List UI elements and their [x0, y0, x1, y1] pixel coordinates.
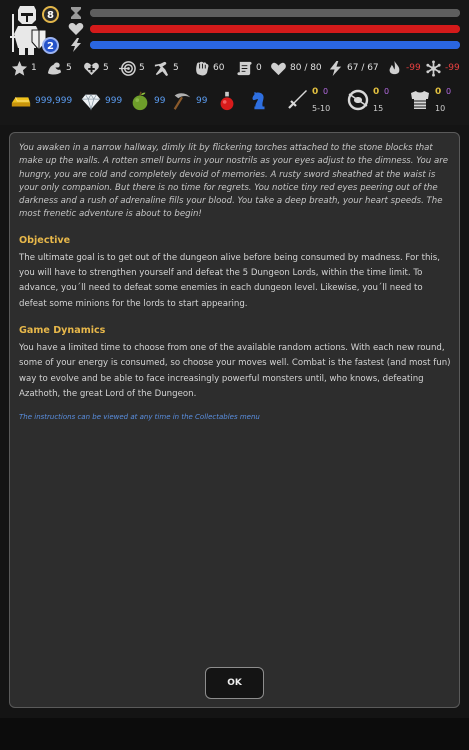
time-bar	[90, 9, 460, 17]
gear-weapon[interactable]	[285, 86, 337, 118]
shield-upgrade: 0	[373, 87, 380, 97]
stat-strength-value: 5	[66, 63, 72, 73]
stat-hp-value: 80 / 80	[290, 63, 322, 73]
shield-defense: 15	[373, 104, 384, 113]
stat-energy-value: 67 / 67	[347, 63, 379, 73]
stat-level-value: 1	[31, 63, 37, 73]
stat-ice-resistance-value: -99	[445, 63, 460, 73]
stat-vitality[interactable]	[83, 58, 109, 78]
star-icon	[11, 60, 28, 77]
stat-accuracy[interactable]	[119, 58, 145, 78]
gold-bar-icon	[10, 90, 32, 112]
resource-food[interactable]	[129, 86, 165, 116]
potion-icon	[216, 90, 238, 112]
resource-gold[interactable]	[10, 86, 72, 116]
stat-power-value: 60	[213, 63, 225, 73]
gear-armor[interactable]	[408, 86, 460, 118]
weapon-upgrade-secondary: 0	[323, 87, 329, 96]
stat-vitality-value: 5	[103, 63, 109, 73]
bottom-band	[0, 718, 469, 750]
health-bar	[90, 25, 460, 33]
target-icon	[119, 60, 136, 77]
stat-scrolls-value: 0	[256, 63, 262, 73]
diamond-icon	[80, 90, 102, 112]
strength-arm-icon	[46, 60, 63, 77]
instructions-content	[19, 142, 451, 421]
heart-icon	[270, 60, 287, 77]
resource-pickaxe-value: 99	[196, 96, 208, 106]
stat-strength[interactable]	[46, 58, 72, 78]
health-bar-fill	[90, 25, 460, 33]
collectables-note: The instructions can be viewed at any time in the Collectables menu	[19, 413, 260, 422]
stat-scrolls[interactable]	[236, 58, 262, 78]
fire-icon	[386, 60, 403, 77]
hourglass-icon	[68, 6, 84, 20]
sword-icon	[285, 88, 309, 112]
time-bar-fill	[90, 9, 460, 17]
energy-bar-fill	[90, 41, 460, 49]
lightning-icon	[327, 60, 344, 77]
gear-shield[interactable]	[346, 86, 398, 118]
resource-diamond[interactable]	[80, 86, 122, 116]
armor-icon	[408, 88, 432, 112]
instructions-dialog	[9, 132, 460, 708]
stats-row	[0, 58, 469, 78]
dynamics-title: Game Dynamics	[19, 324, 106, 336]
armor-upgrade-secondary: 0	[446, 87, 452, 96]
level-badge: 8	[42, 6, 59, 23]
armor-upgrade: 0	[435, 87, 442, 97]
stat-speed[interactable]	[153, 58, 179, 78]
stat-fire-resistance[interactable]	[386, 58, 421, 78]
stat-energy[interactable]	[327, 58, 379, 78]
scroll-icon	[236, 60, 253, 77]
objective-text: The ultimate goal is to get out of the dungeon alive before being consumed by madness. For this, you will have to strengthen yourself and defeat the 5 Dungeon Lords, within the time limit. To advance, you´ll need to defeat some enemies in each dungeon level. Likewise, you´ll need to defeat some minions for the lords to start appearing.	[19, 252, 440, 309]
speed-icon	[153, 60, 170, 77]
stat-accuracy-value: 5	[139, 63, 145, 73]
heart-icon	[68, 22, 84, 36]
resource-food-value: 99	[154, 96, 166, 106]
objective-title: Objective	[19, 234, 71, 246]
health-plus-icon	[83, 60, 100, 77]
shield-icon	[346, 88, 370, 112]
weapon-damage: 5-10	[312, 104, 331, 113]
stat-level[interactable]	[11, 58, 37, 78]
stat-hp[interactable]	[270, 58, 322, 78]
stat-ice-resistance[interactable]	[425, 58, 460, 78]
defense-badge: 2	[42, 37, 59, 54]
resource-potion[interactable]	[216, 86, 238, 116]
resources-row	[0, 86, 469, 118]
gold-fist-icon	[193, 60, 210, 77]
resource-knight[interactable]	[248, 86, 270, 116]
dynamics-text: You have a limited time to choose from one of the available random actions. With each new round, some of your energy is consumed, so choose your moves well. Combat is the fastest (and most fun) way to evolve and be able to face increasingly powerful monsters until, who knows, defeating Azathoth, the great Lord of the Dungeon.	[19, 342, 451, 399]
pickaxe-icon	[171, 90, 193, 112]
intro-text: You awaken in a narrow hallway, dimly lit by flickering torches attached to the stone blocks that make up the walls. A rotten smell burns in your nostrils as your eyes adjust to the dimness. You are hungry, you are cold and completely devoid of memories. A rusty sword sheathed at the waist is your only companion. But there is no time for regrets. You notice tiny red eyes peering out of the darkness and a rush of adrenaline fills your blood. You take a deep breath, your heart speeds. The most frenetic adventure is about to begin!	[19, 143, 449, 220]
apple-icon	[129, 90, 151, 112]
ok-button[interactable]: OK	[205, 667, 264, 699]
stat-power[interactable]	[193, 58, 224, 78]
energy-bar	[90, 41, 460, 49]
resource-gold-value: 999,999	[35, 96, 73, 106]
resource-diamond-value: 999	[105, 96, 123, 106]
weapon-upgrade: 0	[312, 87, 319, 97]
hud	[0, 0, 469, 125]
stat-fire-resistance-value: -99	[406, 63, 421, 73]
shield-upgrade-secondary: 0	[384, 87, 390, 96]
ice-icon	[425, 60, 442, 77]
armor-defense: 10	[435, 104, 446, 113]
stat-speed-value: 5	[173, 63, 179, 73]
lightning-icon	[68, 38, 84, 52]
resource-pickaxe[interactable]	[171, 86, 207, 116]
chess-knight-icon	[248, 90, 270, 112]
